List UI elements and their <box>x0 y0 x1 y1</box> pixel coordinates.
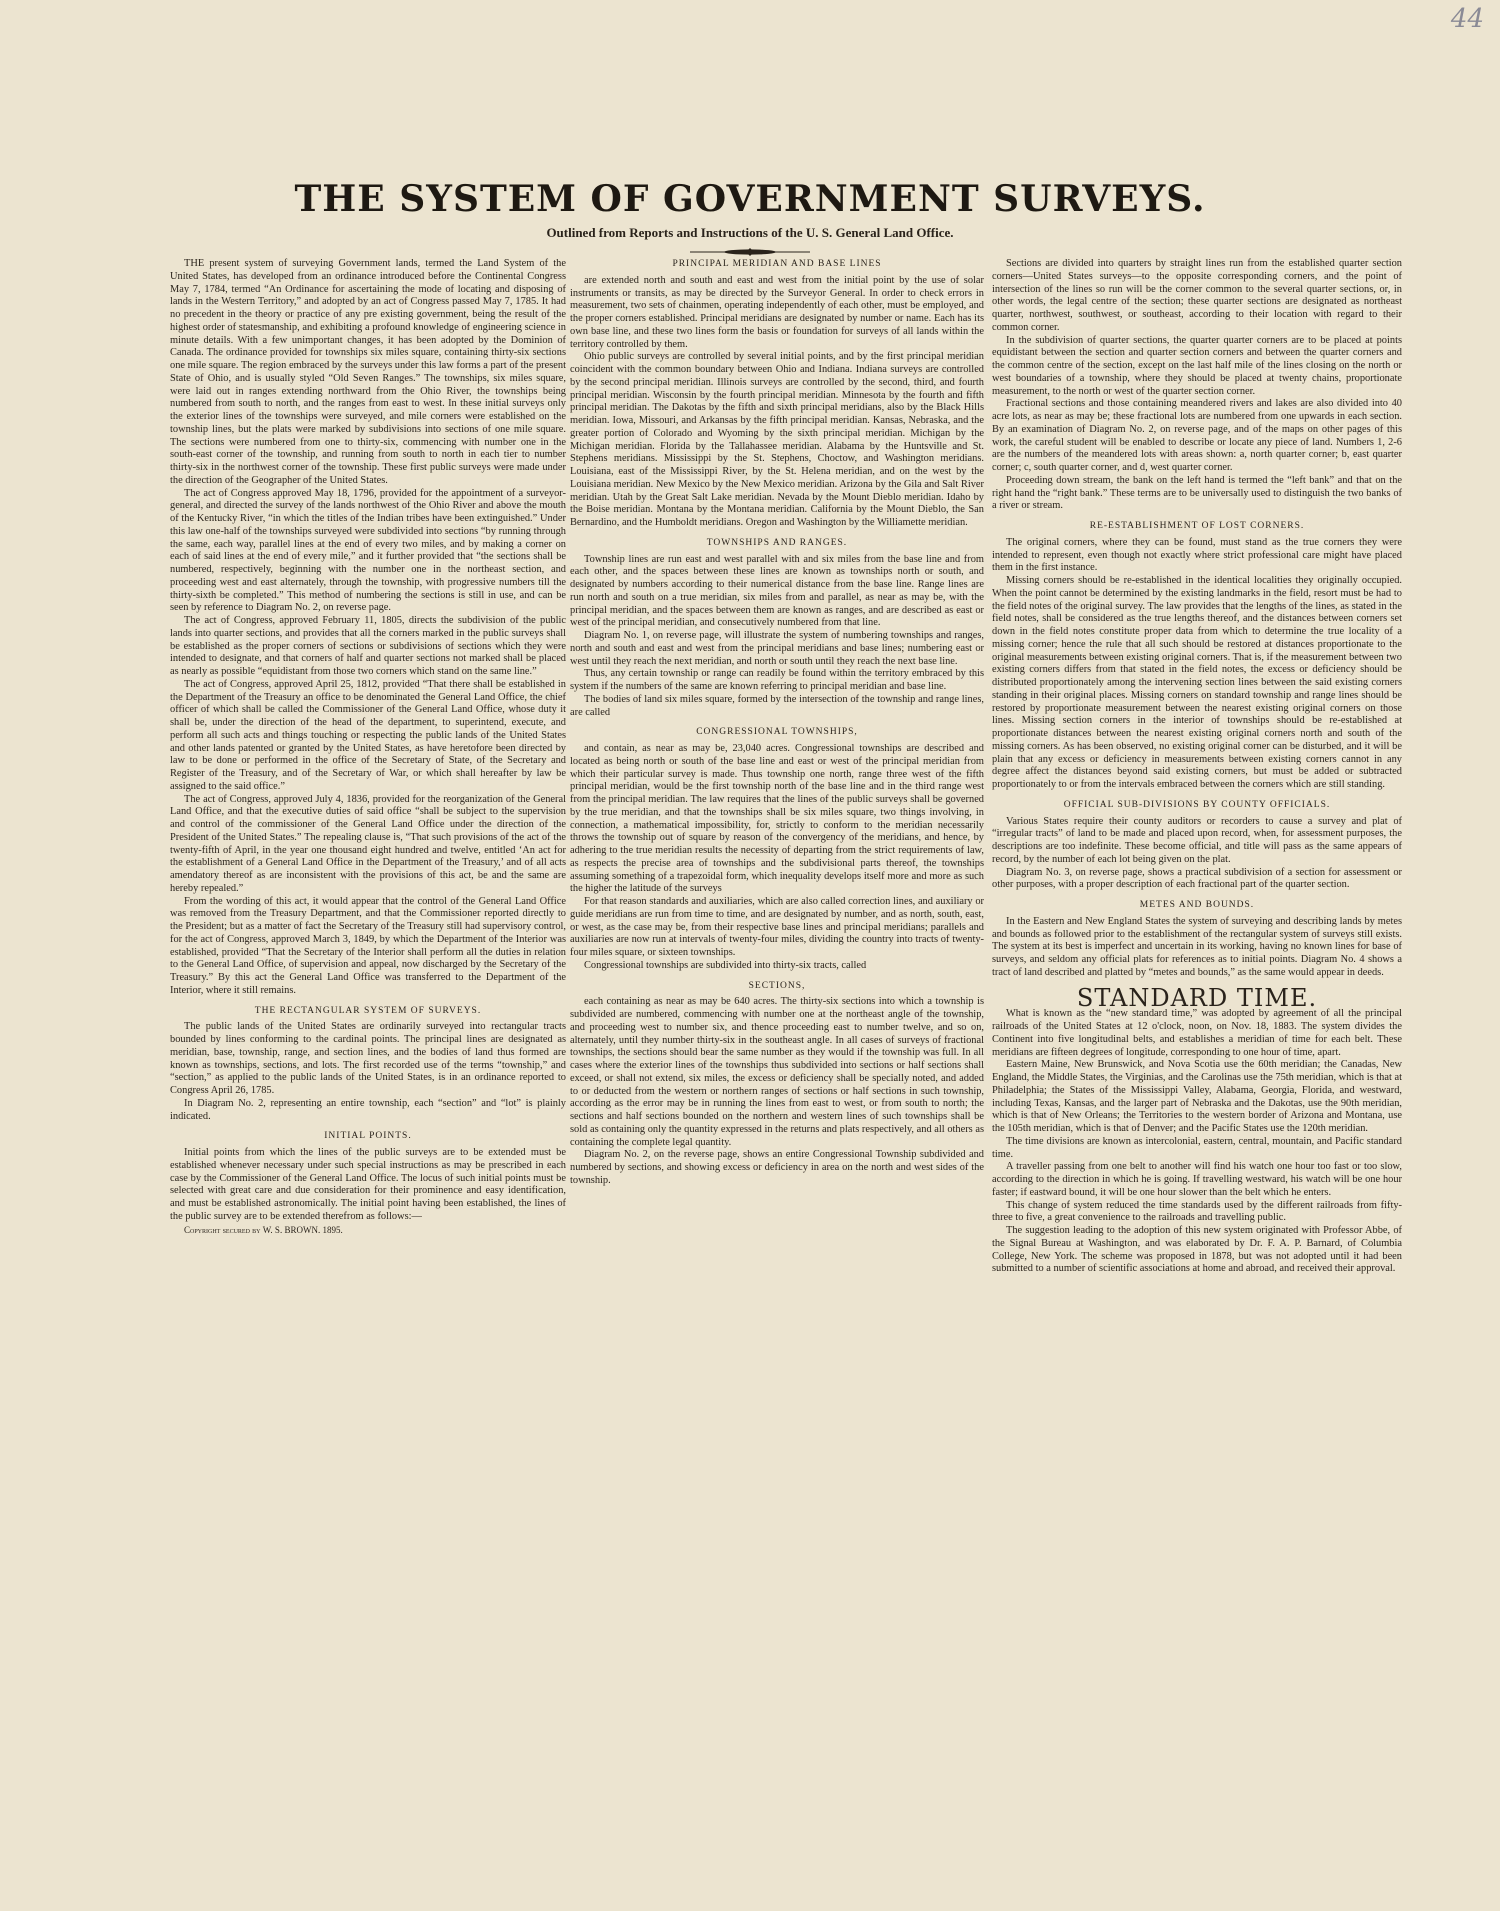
copyright-label: Copyright secured by <box>184 1224 261 1235</box>
paragraph: A traveller passing from one belt to another will find his watch one hour too fast or too slow, according to the direction in which he is going. If travelling westward, his watch will be one hour faster; if eastward bound, it will be one hour slower than the belt which he enters. <box>992 1161 1402 1198</box>
paragraph: Diagram No. 3, on reverse page, shows a practical subdivision of a section for assessment or other purposes, with a proper description of each fractional part of the quarter section. <box>992 866 1402 891</box>
section-heading: THE RECTANGULAR SYSTEM OF SURVEYS. <box>254 1005 482 1016</box>
paragraph: The time divisions are known as intercolonial, eastern, central, mountain, and Pacific standard time. <box>992 1135 1402 1160</box>
copyright-notice <box>170 1224 566 1237</box>
paragraph: From the wording of this act, it would appear that the control of the General Land Office was removed from the Treasury Department, and that the Commissioner reported directly to the President; but as a matter of fact the Secretary of the Treasury still had supervisory control, for the act of Congress, approved March 3, 1849, by which the Department of the Interior was established, provided “That the Secretary of the Interior shall perform all the duties in relation to the General Land Office, of supervision and appeal, now discharged by the Secretary of the Treasury.” By this act the General Land Office was transferred to the Department of the Interior, where it still remains. <box>170 895 566 996</box>
paragraph: THE present system of surveying Government lands, termed the Land System of the United States, has developed from an ordinance introduced before the Continental Congress May 7, 1784, termed “An Ordinance for ascertaining the mode of locating and disposing of lands in the Western Territory,” and adopted by an act of Congress passed May 7, 1785. It had no precedent in the theory or practice of any pre existing government, being the result of the highest order of statesmanship, and exhibiting a profound knowledge of engineering science in minute details. With a few unimportant changes, it has been adopted by the Dominion of Canada. The ordinance provided for townships six miles square, containing thirty-six sections one mile square. The region embraced by the surveys under this law forms a part of the present State of Ohio, and is usually styled “Old Seven Ranges.” The townships, six miles square, were laid out in ranges extending northward from the Ohio River, the townships being numbered from south to north, and the ranges from east to west. In these initial surveys only the exterior lines of the townships were surveyed, and mile corners were established on the township lines, but the plats were marked by subdivisions into sections of one mile square. The sections were numbered from one to thirty-six, commencing with number one in the south-east corner of the township, and running from south to north in each tier to number thirty-six in the northwest corner of the township. These first public surveys were made under the direction of the Geographer of the United States. <box>170 258 566 486</box>
section-heading: PRINCIPAL MERIDIAN AND BASE LINES <box>672 259 882 269</box>
paragraph: In Diagram No. 2, representing an entire township, each “section” and “lot” is plainly indicated. <box>170 1097 566 1122</box>
paragraph: The act of Congress approved May 18, 1796, provided for the appointment of a surveyor-general, and directed the survey of the lands northwest of the Ohio River and above the mouth of the Kentucky River, “in which the titles of the Indian tribes have been extinguished.” Under this law one-half of the townships surveyed were subdivided into sections “by running through the same, each way, parallel lines at the end of every two miles, and by making a corner on each of said lines at the end of every mile,” and it further provided that “the sections shall be numbered, respectively, beginning with the number one in the northeast section, and proceeding west and east alternately, through the township, with progressive numbers till the thirty-sixth be completed.” This method of numbering the sections is still in use, and can be seen by reference to Diagram No. 2, on reverse page. <box>170 487 566 614</box>
copyright-holder: W. S. BROWN. 1895. <box>262 1224 343 1235</box>
paragraph: The suggestion leading to the adoption of this new system originated with Professor Abbe, of the Signal Bureau at Washington, and was elaborated by Dr. F. A. P. Barnard, of Columbia College, New York. The scheme was proposed in 1878, but was not adopted until it had been submitted to a number of scientific associations at home and abroad, and received their approval. <box>992 1225 1402 1275</box>
column-left <box>170 258 566 1236</box>
paragraph: The bodies of land six miles square, formed by the intersection of the township and range lines, are called <box>570 693 984 718</box>
paragraph: In the Eastern and New England States the system of surveying and describing lands by metes and bounds as followed prior to the establishment of the rectangular system of surveys still exists. The system at its best is imperfect and uncertain in its working, having no known lines for base of surveys, and seldom any official plats for references as to initial points. Diagram No. 4 shows a tract of land described and platted by “metes and bounds,” as the same would appear in deeds. <box>992 915 1402 978</box>
paragraph: This change of system reduced the time standards used by the different railroads from fifty-three to five, a great convenience to the railroads and travelling public. <box>992 1199 1402 1224</box>
ornament-rule-icon <box>690 247 810 257</box>
paragraph: Sections are divided into quarters by straight lines run from the established quarter section corners—United States surveys—to the opposite corresponding corners, and the point of intersection of the lines so run will be the corner common to the several quarter sections, or, in other words, the legal centre of the section; these quarter sections are designated as northeast quarter, northwest, southwest, or southeast, according to their location with regard to their common corner. <box>992 258 1402 333</box>
paragraph: The act of Congress, approved July 4, 1836, provided for the reorganization of the General Land Office, and that the executive duties of said office “shall be subject to the supervision and control of the commissioner of the General Land Office under the direction of the President of the United States.” The repealing clause is, “That such provisions of the act of the twenty-fifth of April, in the year one thousand eight hundred and twelve, entitled ‘An act for the establishment of a General Land Office in the Department of the Treasury,’ and of all acts amendatory thereof as are inconsistent with the provisions of this act, be and the same are hereby repealed.” <box>170 793 566 894</box>
paragraph: In the subdivision of quarter sections, the quarter quarter corners are to be placed at points equidistant between the section and quarter section corners and between the quarter corners and the common centre of the section, except on the last half mile of the lines closing on the north or west boundaries of a township, where they should be placed at twenty chains, proportionate measurement, to the north or west of the quarter section corner. <box>992 334 1402 397</box>
paragraph: are extended north and south and east and west from the initial point by the use of solar instruments or transits, as may be directed by the Surveyor General. In order to check errors in measurement, two sets of chainmen, operating independently of each other, must be employed, and the proper corners established. Principal meridians are designated by number or name. Each has its own base line, and these two lines form the basis or foundation for surveys of all lands within the territory controlled by them. <box>570 274 984 350</box>
column-right <box>992 258 1402 1276</box>
page-title: THE SYSTEM OF GOVERNMENT SURVEYS. <box>294 178 1206 220</box>
section-heading: METES AND BOUNDS. <box>1139 900 1255 910</box>
paragraph: Proceeding down stream, the bank on the left hand is termed the “left bank” and that on the right hand the “right bank.” These terms are to be universally used to distinguish the two banks of a river or stream. <box>992 474 1402 512</box>
paragraph: For that reason standards and auxiliaries, which are also called correction lines, and auxiliary or guide meridians are run from time to time, and are designated by number, and as north, south, east, or west, as the case may be, from their respective base lines and principal meridians; parallels and auxiliaries are now run at intervals of twenty-four miles, dividing the country into tracts of twenty-four miles square, or sixteen townships. <box>570 896 984 958</box>
section-heading: CONGRESSIONAL TOWNSHIPS, <box>696 727 858 738</box>
section-heading: INITIAL POINTS. <box>324 1131 412 1142</box>
paragraph: The public lands of the United States are ordinarily surveyed into rectangular tracts bounded by lines conforming to the cardinal points. The principal lines are designated as meridian, base, township, range, and section lines, and the bodies of land thus formed are known as townships, sections, and lots. The first recorded use of the terms “township,” and “section,” as applied to the public lands of the United States, is in an ordinance reported to Congress April 26, 1785. <box>170 1021 566 1096</box>
paragraph: Township lines are run east and west parallel with and six miles from the base line and from each other, and the spaces between these lines are known as townships north or south, and designated by numbers according to their numerical distance from the base line. Range lines are run north and south on a true meridian, six miles from and parallel, as near as may be, with the principal meridian, and the spaces between them are known as ranges, and are described as east or west of the principal meridian, and consecutively numbered from that line. <box>570 553 984 629</box>
section-heading: SECTIONS, <box>748 980 806 991</box>
section-heading: TOWNSHIPS AND RANGES. <box>706 537 848 548</box>
paragraph: Initial points from which the lines of the public surveys are to be extended must be established whenever necessary under such special instructions as may be prescribed in each case by the Commissioner of the General Land Office. The locus of such initial points must be selected with great care and due consideration for their prominence and easy identification, and must be established astronomically. The initial point having been established, the lines of the public survey are to be extended therefrom as follows:— <box>170 1147 566 1222</box>
paragraph: Congressional townships are subdivided into thirty-six tracts, called <box>584 959 867 971</box>
paragraph: Various States require their county auditors or recorders to cause a survey and plat of “irregular tracts” of land to be made and placed upon record, when, for assessment purposes, the descriptions are too indefinite. These become official, and title will pass as the same appears of record, by the number of each lot being given on the plat. <box>992 815 1402 865</box>
paragraph: Ohio public surveys are controlled by several initial points, and by the first principal meridian coincident with the common boundary between Ohio and Indiana. Indiana surveys are controlled by the second principal meridian. Illinois surveys are controlled by the second, third, and fourth principal meridian. Wisconsin by the fourth principal meridian. Minnesota by the fourth and fifth principal meridian. The Dakotas by the fifth and sixth principal meridians, also by the Black Hills meridian. Iowa, Missouri, and Arkansas by the fifth principal meridian. Kansas, Nebraska, and the greater portion of Colorado and Wyoming by the sixth principal meridian. Michigan by the Michigan meridian. Florida by the Tallahassee meridian. Alabama by the Huntsville and St. Stephens meridians. Mississippi by the St. Stephens, Choctow, and Washington meridians. Louisiana, east of the Mississippi River, by the St. Helena meridian, and on the west by the Louisiana meridian. New Mexico by the New Mexico meridian. Arizona by the Gila and Salt River meridian. Utah by the Great Salt Lake meridian. Nevada by the Mount Dieblo meridian. Idaho by the Boise meridian. Montana by the Montana meridian. California by the Mount Dieblo, the San Bernardino, and the Humboldt meridians. Oregon and Washington by the Williamette meridian. <box>570 351 984 528</box>
paragraph: Diagram No. 1, on reverse page, will illustrate the system of numbering townships and ranges, north and south and east and west from the principal meridians and base lines; numbering east or west until they reach the next meridian, and north or south until they reach the next base line. <box>570 630 984 667</box>
paragraph: Missing corners should be re-established in the identical localities they originally occupied. When the point cannot be determined by the existing landmarks in the field, resort must be had to the field notes of the original survey. The law provides that the lengths of the lines, as stated in the field notes, shall be considered as the true lengths thereof, and the distances between corners set down in the field notes constitute proper data from which to determine the true locality of a missing corner; hence the rule that all such should be restored at distances proportionate to the original measurements between existing original corners. That is, if the measurement between two existing corners differs from that stated in the field notes, the excess or deficiency should be distributed proportionately among the intervening section lines between the said existing corners standing in their original places. Missing corners on standard township and range lines should be restored by proportionate measurement between the nearest existing original corners on those lines. Missing section corners in the interior of townships should be re-established at proportionate distances between the nearest existing original corners north and south of the missing corners. As has been observed, no existing original corner can be disturbed, and it will be plain that any excess or deficiency in measurements between existing corners cannot in any degree affect the distances beyond said existing corners, but must be added or subtracted proportionately to or from the intervals embraced between the corners which are still standing. <box>992 575 1402 790</box>
paragraph: What is known as the “new standard time,” was adopted by agreement of all the principal railroads of the United States at 12 o'clock, noon, on Nov. 18, 1883. The system divides the Continent into five longitudinal belts, and establishes a meridian of time for each belt. These meridians are fifteen degrees of longitude, corresponding to one hour of time, apart. <box>992 1008 1402 1058</box>
section-heading: RE-ESTABLISHMENT OF LOST CORNERS. <box>1089 521 1305 531</box>
page-subtitle: Outlined from Reports and Instructions of the U. S. General Land Office. <box>546 225 954 240</box>
paragraph: Thus, any certain township or range can readily be found within the territory embraced by this system if the numbers of the same are known referring to principal meridian and base line. <box>570 668 984 692</box>
paragraph: Eastern Maine, New Brunswick, and Nova Scotia use the 60th meridian; the Canadas, New England, the Middle States, the Virginias, and the Carolinas use the 75th meridian, which is that at Philadelphia; the States of the Mississippi Valley, Alabama, Georgia, Florida, and westward, including Texas, Kansas, and the larger part of Nebraska and the Dakotas, use the 90th meridian, which is that of New Orleans; the Territories to the western border of Arizona and Montana, use the 105th meridian, which is that of Denver; and the Pacific States use the 120th meridian. <box>992 1059 1402 1134</box>
standard-time-heading: STANDARD TIME. <box>1076 983 1318 1012</box>
column-middle <box>570 258 984 1188</box>
section-heading: OFFICIAL SUB-DIVISIONS BY COUNTY OFFICIALS. <box>1063 799 1331 810</box>
paragraph: The act of Congress, approved April 25, 1812, provided “That there shall be established in the Department of the Treasury an office to be denominated the General Land Office, the chief officer of which shall be called the Commissioner of the General Land Office, whose duty it shall be, under the direction of the head of the department, to superintend, execute, and perform all such acts and things touching or respecting the public lands of the United States and other lands patented or granted by the United States, as have heretofore been directed by law to be done or performed in the office of the Secretary of State, of the Secretary and Register of the Treasury, and of the Secretary of War, or which shall hereafter by law be assigned to the said office.” <box>170 678 566 792</box>
paragraph: and contain, as near as may be, 23,040 acres. Congressional townships are described and located as being north or south of the base line and east or west of the principal meridian from which their particular survey is made. Thus township one north, range three west of the fifth principal meridian, would be the first township north of the base line and in the third range west from the principal meridian. The law requires that the lines of the public surveys shall be governed by the true meridian, and that the townships shall be six miles square, two things involving, in connection, a mathematical impossibility, for, strictly to conform to the meridian necessarily throws the township out of square by reason of the convergency of the meridians, and hence, by adhering to the true meridian results the necessity of departing from the strict requirements of law, as respects the precise area of townships and the subdivisional parts thereof, the townships assuming something of a trapezoidal form, which inequality develops itself more and more as such the higher the latitude of the surveys <box>570 743 984 895</box>
paragraph: Fractional sections and those containing meandered rivers and lakes are also divided into 40 acre lots, as near as may be; these fractional lots are numbered from one upwards in each section. By an examination of Diagram No. 2, on reverse page, and of the maps on other pages of this work, the careful student will be enabled to describe or locate any piece of land. Numbers 1, 2-6 are the numbers of the meandered lots with areas shown: a, north quarter corner; b, east quarter corner; c, south quarter corner, and d, west quarter corner. <box>992 398 1402 473</box>
paragraph: each containing as near as may be 640 acres. The thirty-six sections into which a township is subdivided are numbered, commencing with number one at the northeast angle of the township, and proceeding west to number six, and thence proceeding east to number twelve, and so on, alternately, until they number thirty-six in the southeast angle. In all cases of surveys of fractional townships, the sections should bear the same number as they would if the township was full. In all cases where the exterior lines of the townships thus subdivided into sections or half sections shall exceed, or shall not extend, six miles, the excess or deficiency shall be specially noted, and added to or deducted from the western or northern ranges of sections or half sections in such township, according as the error may be in running the lines from east to west, or from south to north; the sections and half sections bounded on the northern and western lines of such townships shall be sold as containing only the quantity expressed in the returns and plats respectively, and all others as containing the complete legal quantity. <box>570 996 984 1148</box>
paragraph: Diagram No. 2, on the reverse page, shows an entire Congressional Township subdivided and numbered by sections, and showing excess or deficiency in area on the north and west sides of the township. <box>570 1149 984 1186</box>
page-number: 44 <box>1450 4 1484 34</box>
paragraph: The act of Congress, approved February 11, 1805, directs the subdivision of the public lands into quarter sections, and provides that all the corners marked in the public surveys shall be established as the proper corners of sections or subdivisions of sections which they were intended to designate, and that corners of half and quarter sections not marked shall be placed as nearly as possible “equidistant from those two corners which stand on the same line.” <box>170 615 566 677</box>
paragraph: The original corners, where they can be found, must stand as the true corners they were intended to represent, even though not exactly where strict professional care might have placed them in the first instance. <box>992 536 1402 574</box>
